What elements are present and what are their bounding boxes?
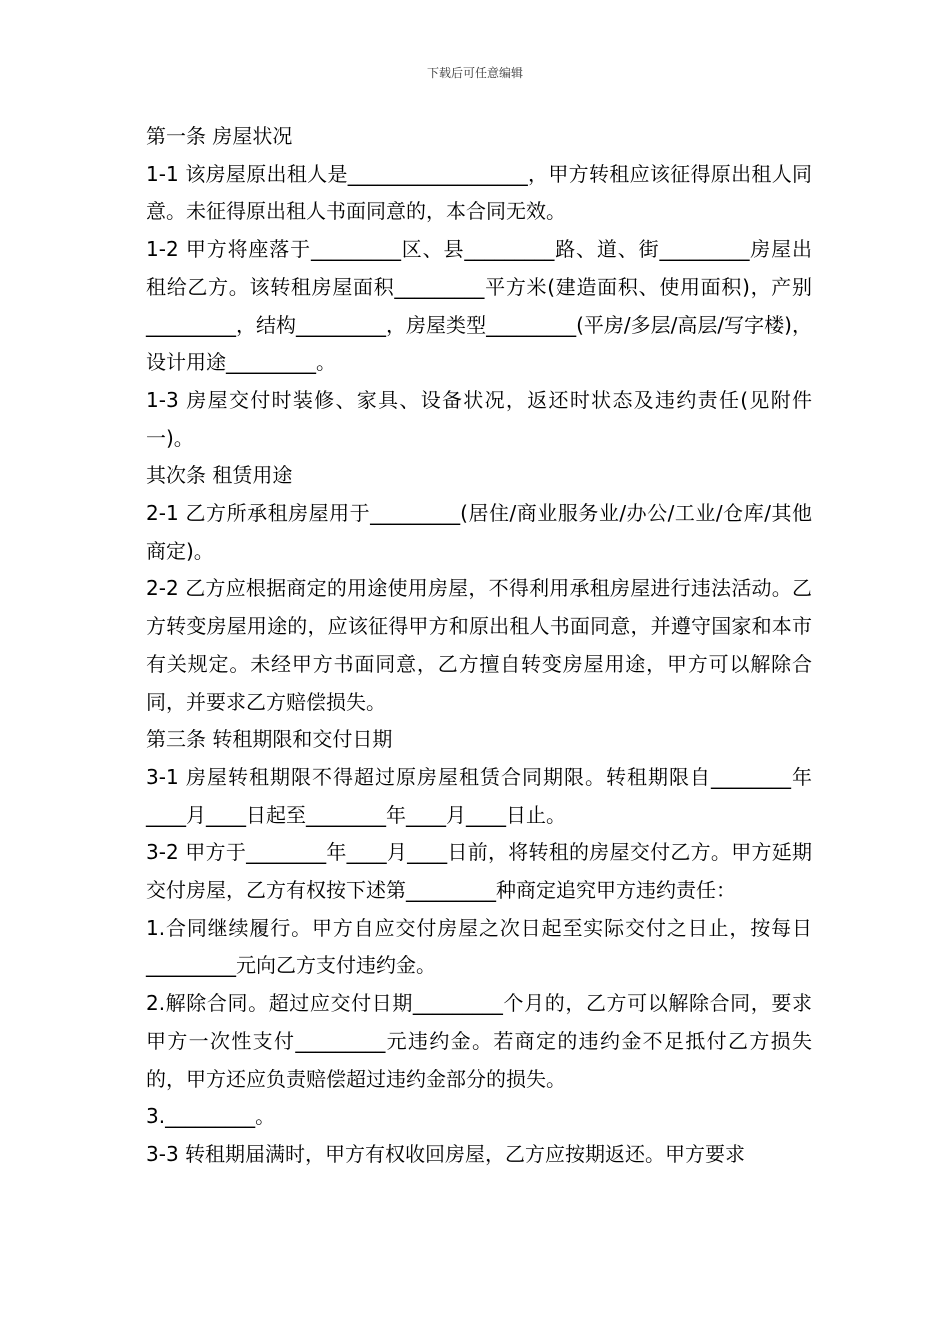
clause-3-2-option-3: 3._________。 [146, 1104, 276, 1129]
article-1-heading: 第一条 房屋状况 [146, 124, 293, 148]
clause-1-1: 1-1 该房屋原出租人是__________________，甲方转租应该征得原出租人同意。未征得原出租人书面同意的，本合同无效。 [146, 161, 812, 224]
clause-3-2: 3-2 甲方于________年____月____日前，将转租的房屋交付乙方。甲方延期交付房屋，乙方有权按下述第_________种商定追究甲方违约责任： [146, 840, 812, 903]
clause-2-1: 2-1 乙方所承租房屋用于_________(居住/商业服务业/办公/工业/仓库/其他商定)。 [146, 501, 812, 563]
clause-1-3: 1-3 房屋交付时装修、家具、设备状况，返还时状态及违约责任(见附件一)。 [146, 387, 812, 450]
clause-3-1: 3-1 房屋转租期限不得超过原房屋租赁合同期限。转租期限自________年____月____日起至________年____月____日止。 [146, 764, 812, 827]
clause-2-2: 2-2 乙方应根据商定的用途使用房屋，不得利用承租房屋进行违法活动。乙方转变房屋用途的，应该征得甲方和原出租人书面同意，并遵守国家和本市有关规定。未经甲方书面同意，乙方擅自转变房屋用途，甲方可以解除合同，并要求乙方赔偿损失。 [146, 576, 812, 714]
clause-3-3: 3-3 转租期届满时，甲方有权收回房屋，乙方应按期返还。甲方要求 [146, 1141, 746, 1166]
clause-3-2-option-2: 2.解除合同。超过应交付日期_________个月的，乙方可以解除合同，要求甲方一次性支付_________元违约金。若商定的违约金不足抵付乙方损失的，甲方还应负责赔偿超过违约金部分的损失。 [146, 991, 812, 1091]
page-header-note: 下载后可任意编辑 [426, 66, 523, 80]
article-3-heading: 第三条 转租期限和交付日期 [146, 727, 393, 752]
document-body [146, 118, 812, 1174]
article-2-heading: 其次条 租赁用途 [146, 463, 293, 488]
clause-1-2: 1-2 甲方将座落于_________区、县_________路、道、街_________房屋出租给乙方。该转租房屋面积_________平方米(建造面积、使用面积)，产别_________，结构_________，房屋类型_________(平房/多层/高层/写字楼)，设计用途_________。 [146, 237, 812, 375]
clause-3-2-option-1: 1.合同继续履行。甲方自应交付房屋之次日起至实际交付之日止，按每日_________元向乙方支付违约金。 [146, 915, 812, 978]
